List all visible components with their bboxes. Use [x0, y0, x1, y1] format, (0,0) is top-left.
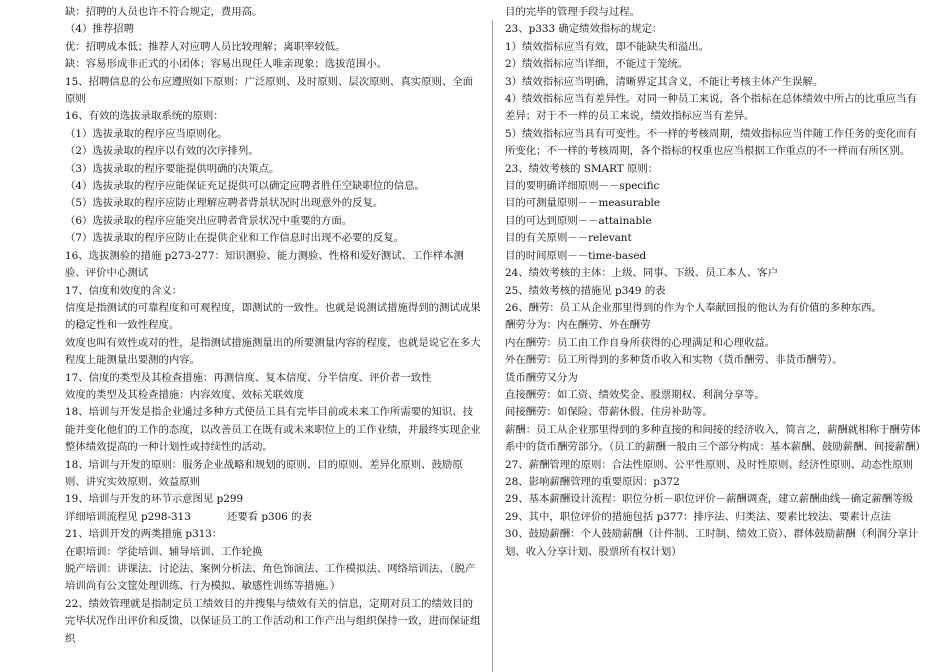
paragraph: 29、基本薪酬设计流程：职位分析－职位评价－薪酬调查，建立薪酬曲线－确定薪酬等级	[505, 493, 914, 506]
paragraph: （2）选拔录取的程序以有效的次序排列。	[65, 145, 259, 158]
paragraph: 4）绩效指标应当有差异性。对同一种员工来说，各个指标在总体绩效中所占的比重应当有差异；对于不一样的员工来说，绩效指标应当有差异。	[505, 93, 917, 123]
paragraph: 23、绩效考核的 SMART 原则：	[505, 162, 659, 175]
paragraph: 目的有关原则－－relevant	[505, 232, 632, 245]
paragraph: 目的时间原则－－time-based	[505, 249, 647, 262]
paragraph: 24、绩效考核的主体：上级、同事、下级、员工本人、客户	[505, 267, 778, 280]
paragraph: 内在酬劳：员工由工作自身所获得的心理满足和心理收益。	[505, 336, 776, 349]
paragraph: 30、鼓励薪酬：个人鼓励薪酬（计件制、工时制、绩效工资）、群体鼓励薪酬（利润分享计划、收入分享计划、股票所有权计划）	[505, 528, 919, 558]
paragraph: （6）选拔录取的程序应能突出应聘者背景状况中重要的方面。	[65, 214, 353, 227]
paragraph: 15、招聘信息的公布应遵照如下原则：广泛原则、及时原则、层次原则、真实原则、全面原则	[65, 75, 474, 106]
paragraph-part: 详细培训流程见 p298-313	[65, 510, 191, 523]
column-divider	[492, 20, 493, 672]
paragraph-part: 还要看 p306 的表	[226, 510, 312, 523]
paragraph: 22、绩效管理就是指制定员工绩效目的并搜集与绩效有关的信息，定期对员工的绩效目的完毕状况作出评价和反馈，以保证员工的工作活动和工作产出与组织保持一致，进而保证组织	[65, 597, 481, 645]
paragraph: 缺：招聘的人员也许不符合规定，费用高。	[65, 6, 263, 18]
paragraph: 脱产培训：讲课法、讨论法、案例分析法、角色饰演法、工作模拟法、网络培训法、（脱产培训尚有公文筐处理训练、行为模拟、敏感性训练等措施。）	[65, 563, 476, 593]
paragraph: 信度是指测试的可靠程度和可观程度，即测试的一致性。也就是说测试措施得到的测试成果的稳定性和一致性程度。	[65, 301, 481, 332]
paragraph: 18、培训与开发是指企业通过多种方式使员工具有完毕目前或未来工作所需要的知识、技能并变化他们的工作的态度，以改善员工在既有或未来职位上的工作业绩，并最终实现企业整体绩效提高的一种计划性或持续性的活动。	[65, 406, 481, 454]
paragraph	[65, 509, 481, 526]
paragraph: （3）选拔录取的程序要能提供明确的决策点。	[65, 162, 280, 175]
paragraph: 在职培训：学徒培训、辅导培训、工作轮换	[65, 545, 263, 558]
paragraph: 25、绩效考核的措施见 p349 的表	[505, 284, 666, 297]
paragraph: 3）绩效指标应当明确，清晰界定其含义，不能让考核主体产生误解。	[505, 75, 824, 88]
paragraph: 27、薪酬管理的原则：合法性原则、公平性原则、及时性原则、经济性原则、动态性原则	[505, 458, 914, 471]
paragraph: 5）绩效指标应当具有可变性。不一样的考核周期，绩效指标应当伴随工作任务的变化而有所变化；不一样的考核周期，各个指标的权重也应当根据工作重点的不一样而有所区别。	[505, 127, 917, 158]
paragraph: 1）绩效指标应当有效，即不能缺失和溢出。	[505, 40, 710, 53]
paragraph: 目的可测量原则－－measurable	[505, 197, 661, 210]
paragraph: （4）推荐招聘	[65, 23, 134, 36]
paragraph: 19、培训与开发的环节示意图见 p299	[65, 493, 244, 506]
paragraph: 2）绩效指标应当详细，不能过于笼统。	[505, 58, 689, 71]
paragraph: 目的可达到原则－－attainable	[505, 214, 652, 227]
paragraph: 缺：容易形成非正式的小团体；容易出现任人唯亲现象；选拔范围小。	[65, 58, 388, 71]
paragraph: 目的要明确详细原则－－specific	[505, 180, 660, 193]
paragraph: 优：招聘成本低；推荐人对应聘人员比较理解；离职率较低。	[65, 40, 346, 53]
paragraph: （1）选拔录取的程序应当原则化。	[65, 127, 228, 140]
paragraph: （7）选拔录取的程序应防止在提供企业和工作信息时出现不必要的反复。	[65, 232, 405, 245]
paragraph: 效度也叫有效性或对的性，是指测试措施测量出的所要测量内容的程度，也就是说它在多大程度上能测量出要测的内容。	[65, 336, 481, 367]
paragraph: 薪酬：员工从企业那里得到的多种直接的和间接的经济收入，简言之，薪酬就相称于酬劳体系中的货币酬劳部分。（员工的薪酬一般由三个部分构成：基本薪酬、鼓励薪酬、间接薪酬）	[505, 423, 926, 454]
paragraph: 间接酬劳：如保险、带薪休假、住房补助等。	[505, 406, 713, 419]
paragraph: 18、培训与开发的原则：服务企业战略和规划的原则、目的原则、差异化原则、鼓励原则、讲究实效原则、效益原则	[65, 458, 463, 488]
paragraph: 29、其中，职位评价的措施包括 p377：排序法、归类法、要素比较法、要素计点法	[505, 510, 891, 523]
paragraph: 16、有效的选拔录取系统的原则：	[65, 110, 224, 123]
paragraph: （5）选拔录取的程序应防止理解应聘者背景状况时出现意外的反复。	[65, 197, 384, 210]
paragraph: （4）选拔录取的程序应能保证充足提供可以确定应聘者胜任空缺职位的信息。	[65, 180, 425, 193]
right-text-column	[505, 4, 926, 561]
paragraph: 28、影响薪酬管理的重要原因：p372	[505, 475, 680, 488]
paragraph: 26、酬劳：员工从企业那里得到的作为个人奉献回报的他认为有价值的多种东西。	[505, 301, 882, 314]
paragraph: 外在酬劳：员工所得到的多种货币收入和实物（货币酬劳、非货币酬劳）。	[505, 354, 843, 367]
paragraph: 17、信度的类型及其检查措施：再测信度、复本信度、分半信度、评价者一致性	[65, 371, 432, 384]
paragraph: 目的完毕的管理手段与过程。	[505, 6, 641, 18]
paragraph: 21、培训开发的两类措施 p313：	[65, 528, 223, 541]
paragraph: 16、选拔测验的措施 p273-277：知识测验、能力测验、性格和爱好测试、工作样本测验、评价中心测试	[65, 249, 464, 280]
paragraph: 效度的类型及其检查措施：内容效度、效标关联效度	[65, 388, 304, 401]
left-text-column	[65, 4, 481, 648]
paragraph: 直接酬劳：如工资、绩效奖金、股票期权、利润分享等。	[505, 388, 765, 401]
paragraph: 17、信度和效度的含义：	[65, 284, 183, 297]
paragraph: 酬劳分为：内在酬劳、外在酬劳	[505, 319, 651, 332]
paragraph: 货币酬劳又分为	[505, 371, 578, 384]
paragraph: 23、p333 确定绩效指标的规定：	[505, 23, 663, 36]
